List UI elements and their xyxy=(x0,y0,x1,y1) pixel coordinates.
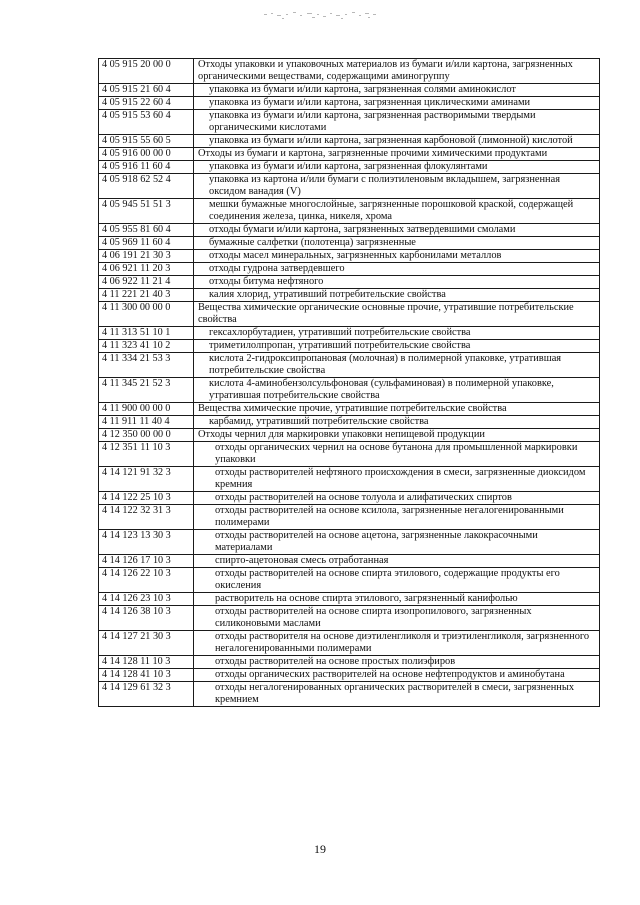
waste-code-cell: 4 14 128 11 10 3 xyxy=(99,656,194,669)
waste-name-cell: мешки бумажные многослойные, загрязненные порошковой краской, содержащей соединения железа, цинка, никеля, хрома xyxy=(194,199,600,224)
table-row xyxy=(99,97,600,110)
waste-code-cell: 4 06 921 11 20 3 xyxy=(99,263,194,276)
waste-name-cell: отходы масел минеральных, загрязненных карбонилами металлов xyxy=(194,250,600,263)
waste-name-cell: упаковка из картона и/или бумаги с полиэтиленовым вкладышем, загрязненная оксидом ванадия (V) xyxy=(194,174,600,199)
table-row xyxy=(99,250,600,263)
table-row xyxy=(99,302,600,327)
waste-code-cell: 4 14 122 25 10 3 xyxy=(99,492,194,505)
waste-name-cell: отходы растворителей на основе ацетона, загрязненные лакокрасочными материалами xyxy=(194,530,600,555)
waste-name-cell: отходы растворителей на основе ксилола, загрязненные негалогенированными полимерами xyxy=(194,505,600,530)
waste-code-cell: 4 05 969 11 60 4 xyxy=(99,237,194,250)
table-row xyxy=(99,353,600,378)
waste-code-cell: 4 11 313 51 10 1 xyxy=(99,327,194,340)
waste-name-cell: бумажные салфетки (полотенца) загрязненные xyxy=(194,237,600,250)
waste-code-cell: 4 14 128 41 10 3 xyxy=(99,669,194,682)
waste-code-cell: 4 11 900 00 00 0 xyxy=(99,403,194,416)
table-row xyxy=(99,505,600,530)
waste-name-cell: кислота 4-аминобензолсульфоновая (сульфаминовая) в полимерной упаковке, утратившая потребительские свойства xyxy=(194,378,600,403)
table-row xyxy=(99,110,600,135)
table-row xyxy=(99,340,600,353)
table-row xyxy=(99,568,600,593)
waste-code-cell: 4 05 915 20 00 0 xyxy=(99,59,194,84)
table-row xyxy=(99,530,600,555)
table-row xyxy=(99,669,600,682)
table-body xyxy=(99,59,600,707)
table-row xyxy=(99,174,600,199)
waste-name-cell: отходы растворителей на основе толуола и алифатических спиртов xyxy=(194,492,600,505)
waste-name-cell: отходы растворителей на основе спирта изопропилового, загрязненных силиконовыми маслами xyxy=(194,606,600,631)
waste-classification-table xyxy=(98,58,600,707)
table-row xyxy=(99,148,600,161)
waste-name-cell: растворитель на основе спирта этилового, загрязненный канифолью xyxy=(194,593,600,606)
table-row xyxy=(99,593,600,606)
waste-name-cell: упаковка из бумаги и/или картона, загрязненная растворимыми твердыми органическими кислотами xyxy=(194,110,600,135)
waste-code-cell: 4 11 911 11 40 4 xyxy=(99,416,194,429)
table-row xyxy=(99,555,600,568)
waste-code-cell: 4 14 126 17 10 3 xyxy=(99,555,194,568)
waste-code-cell: 4 05 918 62 52 4 xyxy=(99,174,194,199)
waste-name-cell: упаковка из бумаги и/или картона, загрязненная флокулянтами xyxy=(194,161,600,174)
waste-code-cell: 4 05 915 53 60 4 xyxy=(99,110,194,135)
table-row xyxy=(99,416,600,429)
table-row xyxy=(99,276,600,289)
waste-name-cell: отходы бумаги и/или картона, загрязненных затвердевшими смолами xyxy=(194,224,600,237)
waste-name-cell: Вещества химические органические основные прочие, утратившие потребительские свойства xyxy=(194,302,600,327)
waste-code-cell: 4 05 915 22 60 4 xyxy=(99,97,194,110)
waste-name-cell: отходы растворителей на основе спирта этилового, содержащие продукты его окисления xyxy=(194,568,600,593)
waste-name-cell: отходы растворителей нефтяного происхождения в смеси, загрязненные диоксидом кремния xyxy=(194,467,600,492)
waste-name-cell: отходы растворителя на основе диэтиленгликоля и триэтиленгликоля, загрязненного негалогенированными полимерами xyxy=(194,631,600,656)
waste-code-cell: 4 05 955 81 60 4 xyxy=(99,224,194,237)
waste-code-cell: 4 11 334 21 53 3 xyxy=(99,353,194,378)
waste-name-cell: Отходы упаковки и упаковочных материалов из бумаги и/или картона, загрязненных органическими веществами, содержащими аминогруппу xyxy=(194,59,600,84)
table-row xyxy=(99,467,600,492)
waste-code-cell: 4 14 121 91 32 3 xyxy=(99,467,194,492)
waste-code-cell: 4 06 922 11 21 4 xyxy=(99,276,194,289)
page-number: 19 xyxy=(314,842,326,856)
table-row xyxy=(99,606,600,631)
waste-code-cell: 4 11 221 21 40 3 xyxy=(99,289,194,302)
table-row xyxy=(99,429,600,442)
waste-name-cell: упаковка из бумаги и/или картона, загрязненная карбоновой (лимонной) кислотой xyxy=(194,135,600,148)
waste-name-cell: отходы битума нефтяного xyxy=(194,276,600,289)
waste-name-cell: карбамид, утративший потребительские свойства xyxy=(194,416,600,429)
waste-name-cell: отходы органических чернил на основе бутанона для промышленной маркировки упаковки xyxy=(194,442,600,467)
waste-code-cell: 4 14 129 61 32 3 xyxy=(99,682,194,707)
table-row xyxy=(99,289,600,302)
waste-name-cell: спирто-ацетоновая смесь отработанная xyxy=(194,555,600,568)
table-row xyxy=(99,224,600,237)
waste-name-cell: гексахлорбутадиен, утративший потребительские свойства xyxy=(194,327,600,340)
table-row xyxy=(99,135,600,148)
waste-code-cell: 4 14 123 13 30 3 xyxy=(99,530,194,555)
waste-code-cell: 4 05 915 55 60 5 xyxy=(99,135,194,148)
waste-name-cell: кислота 2-гидроксипропановая (молочная) в полимерной упаковке, утратившая потребительские свойства xyxy=(194,353,600,378)
waste-code-cell: 4 05 916 00 00 0 xyxy=(99,148,194,161)
waste-code-cell: 4 14 126 22 10 3 xyxy=(99,568,194,593)
waste-code-cell: 4 06 191 21 30 3 xyxy=(99,250,194,263)
waste-code-cell: 4 11 323 41 10 2 xyxy=(99,340,194,353)
table-row xyxy=(99,442,600,467)
waste-name-cell: Отходы чернил для маркировки упаковки непищевой продукции xyxy=(194,429,600,442)
table-row xyxy=(99,161,600,174)
table-row xyxy=(99,378,600,403)
waste-code-cell: 4 12 350 00 00 0 xyxy=(99,429,194,442)
waste-name-cell: отходы гудрона затвердевшего xyxy=(194,263,600,276)
waste-code-cell: 4 14 126 38 10 3 xyxy=(99,606,194,631)
waste-code-cell: 4 05 916 11 60 4 xyxy=(99,161,194,174)
table-row xyxy=(99,656,600,669)
waste-code-cell: 4 05 945 51 51 3 xyxy=(99,199,194,224)
table-row xyxy=(99,492,600,505)
table-row xyxy=(99,631,600,656)
waste-name-cell: упаковка из бумаги и/или картона, загрязненная солями аминокислот xyxy=(194,84,600,97)
table-row xyxy=(99,84,600,97)
waste-code-cell: 4 11 345 21 52 3 xyxy=(99,378,194,403)
waste-name-cell: отходы органических растворителей на основе нефтепродуктов и аминобутана xyxy=(194,669,600,682)
waste-code-cell: 4 05 915 21 60 4 xyxy=(99,84,194,97)
table-row xyxy=(99,403,600,416)
waste-code-cell: 4 14 127 21 30 3 xyxy=(99,631,194,656)
table-row xyxy=(99,263,600,276)
waste-name-cell: Отходы из бумаги и картона, загрязненные прочими химическими продуктами xyxy=(194,148,600,161)
waste-name-cell: триметилолпропан, утративший потребительские свойства xyxy=(194,340,600,353)
table-row xyxy=(99,237,600,250)
table-row xyxy=(99,327,600,340)
table-row xyxy=(99,59,600,84)
waste-code-cell: 4 11 300 00 00 0 xyxy=(99,302,194,327)
waste-code-cell: 4 14 126 23 10 3 xyxy=(99,593,194,606)
waste-code-cell: 4 14 122 32 31 3 xyxy=(99,505,194,530)
table-row xyxy=(99,682,600,707)
waste-name-cell: отходы растворителей на основе простых полиэфиров xyxy=(194,656,600,669)
waste-name-cell: калия хлорид, утративший потребительские свойства xyxy=(194,289,600,302)
waste-name-cell: упаковка из бумаги и/или картона, загрязненная циклическими аминами xyxy=(194,97,600,110)
waste-name-cell: Вещества химические прочие, утратившие потребительские свойства xyxy=(194,403,600,416)
table-row xyxy=(99,199,600,224)
waste-name-cell: отходы негалогенированных органических растворителей в смеси, загрязненных кремнием xyxy=(194,682,600,707)
scan-artifact xyxy=(262,8,382,22)
waste-code-cell: 4 12 351 11 10 3 xyxy=(99,442,194,467)
